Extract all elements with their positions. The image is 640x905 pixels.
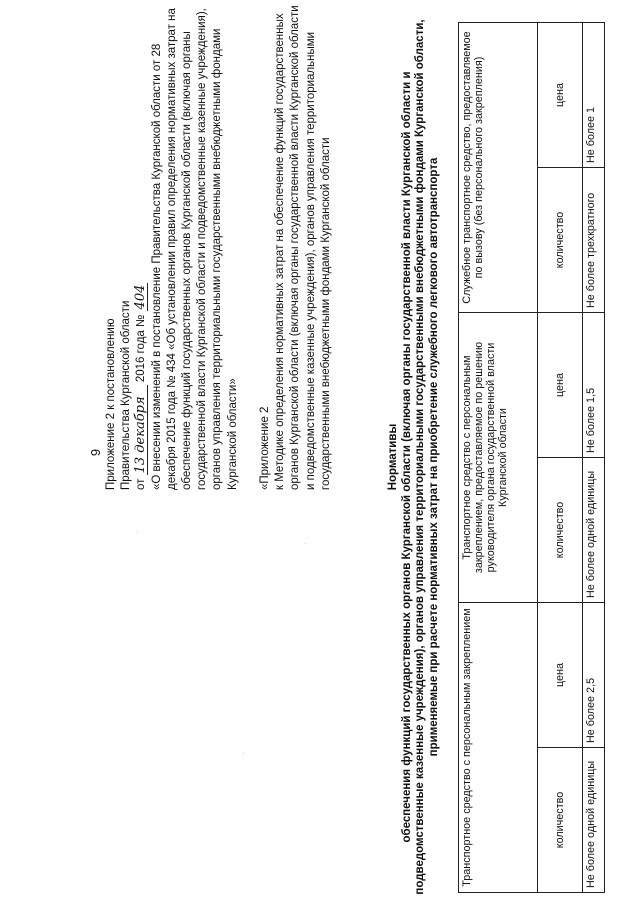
title-heading: Нормативы: [387, 423, 399, 491]
appendix-body: к Методике определения нормативных затрат на обеспечение функций государственных органов Курганской области (включая органы государственной власти Курганской области и подведомственные казенные учреждения), органов управления территориальными государственными внебюджетными фондами Курганской области: [274, 5, 332, 490]
table-subheader-row: [538, 23, 583, 893]
resolution-header: [104, 0, 241, 490]
table-cell: Не более 2,5: [583, 603, 605, 748]
government-line: Правительства Курганской области: [120, 300, 133, 490]
subheader-price: цена: [538, 23, 583, 168]
handwritten-number: 404: [133, 284, 149, 310]
appendix-line: Приложение 2 к постановлению: [105, 318, 117, 490]
group-header-by-decision: Транспортное средство с персональным закреплением, предоставляемое по решению руководителя органа государственной власти Курганской области: [459, 313, 538, 603]
table-group-row: [459, 23, 538, 893]
title-subtitle: обеспечения функций государственных органов Курганской области (включая органы государственной власти Курганской области и подведомственные казенные учреждения), органов управления территориальными государственными внебюджетными фондами Курганской области, применяемые при расчете нормативных затрат на приобретение служебного легкового автотранспорта: [400, 19, 440, 895]
table-cell: Не более одной единицы: [583, 748, 605, 893]
page-number: 9: [88, 448, 103, 457]
subheader-price: цена: [538, 603, 583, 748]
subheader-price: цена: [538, 313, 583, 458]
group-header-on-call: Служебное транспортное средство, предоставляемое по вызову (без персонального закрепления): [459, 23, 538, 313]
table-cell: Не более одной единицы: [583, 458, 605, 603]
norms-table: [458, 22, 605, 893]
subheader-quantity: количество: [538, 168, 583, 313]
appendix-title: «Приложение 2: [259, 406, 271, 490]
table-cell: Не более 1,5: [583, 313, 605, 458]
appendix-reference: [258, 0, 334, 490]
table-row: [583, 23, 605, 893]
date-suffix: 2016 года №: [135, 314, 148, 383]
resolution-body: «О внесении изменений в постановление Правительства Курганской области от 28 декабря 2015 года № 434 «Об установлении правил определения нормативных затрат на обеспечение функций государственных органов Курганской области (включая органы государственной власти Курганской области и подведомственные казенные учреждения), органов управления территориальными государственными внебюджетными фондами Курганской области»: [150, 8, 239, 490]
resolution-date-line: [134, 0, 149, 490]
table-cell: Не более трехкратного: [583, 168, 605, 313]
document-title: [387, 17, 441, 897]
handwritten-date: 13 декабря: [135, 385, 148, 475]
table-cell: Не более 1: [583, 23, 605, 168]
scan-mark: ·: [132, 529, 143, 533]
scan-mark: ·: [238, 751, 249, 755]
subheader-quantity: количество: [538, 748, 583, 893]
group-header-personal: Транспортное средство с персональным закреплением: [459, 603, 538, 893]
date-prefix: от: [135, 478, 148, 490]
subheader-quantity: количество: [538, 458, 583, 603]
scan-mark: ·: [300, 541, 311, 545]
